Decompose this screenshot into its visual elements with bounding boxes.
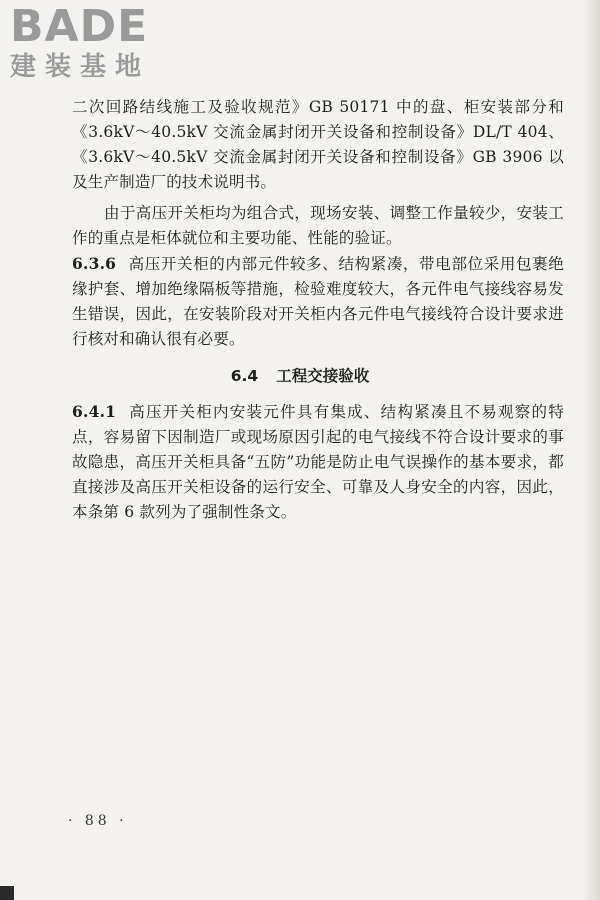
clause-6-4-1 [72, 399, 564, 525]
bade-logo [8, 1, 178, 84]
section-number: 6.4 [230, 367, 259, 385]
section-heading [0, 365, 600, 387]
paragraph-continued: 二次回路结线施工及验收规范》GB 50171 中的盘、柜安装部分和《3.6kV～40.5kV 交流金属封闭开关设备和控制设备》DL/T 404、《3.6kV～40.5kV 交流金属封闭开关设备和控制设备》GB 3906 以及生产制造厂的技术说明书。 [72, 98, 564, 191]
clause-text: 高压开关柜的内部元件较多、结构紧凑，带电部位采用包裹绝缘护套、增加绝缘隔板等措施，检验难度较大，各元件电气接线容易发生错误，因此，在安装阶段对开关柜内各元件电气接线符合设计要求进行核对和确认很有必要。 [72, 255, 564, 348]
clause-number: 6.4.1 [72, 402, 117, 421]
logo-chinese: 建装基地 [10, 52, 151, 82]
logo-word: BADE [10, 1, 149, 52]
clause-number: 6.3.6 [72, 254, 117, 273]
page-number: · 88 · [68, 813, 128, 829]
paragraph-installation-focus: 由于高压开关柜均为组合式，现场安装、调整工作量较少，安装工作的重点是柜体就位和主要功能、性能的验证。 [72, 204, 564, 247]
page-spine-shadow [582, 0, 600, 900]
scan-corner-mark [0, 886, 14, 900]
section-title: 工程交接验收 [276, 367, 370, 385]
clause-6-3-6 [72, 251, 564, 352]
clause-text: 高压开关柜内安装元件具有集成、结构紧凑且不易观察的特点，容易留下因制造厂或现场原因引起的电气接线不符合设计要求的事故隐患，高压开关柜具备“五防”功能是防止电气误操作的基本要求，都直接涉及高压开关柜设备的运行安全、可靠及人身安全的内容，因此，本条第 6 款列为了强制性条文。 [72, 403, 564, 521]
